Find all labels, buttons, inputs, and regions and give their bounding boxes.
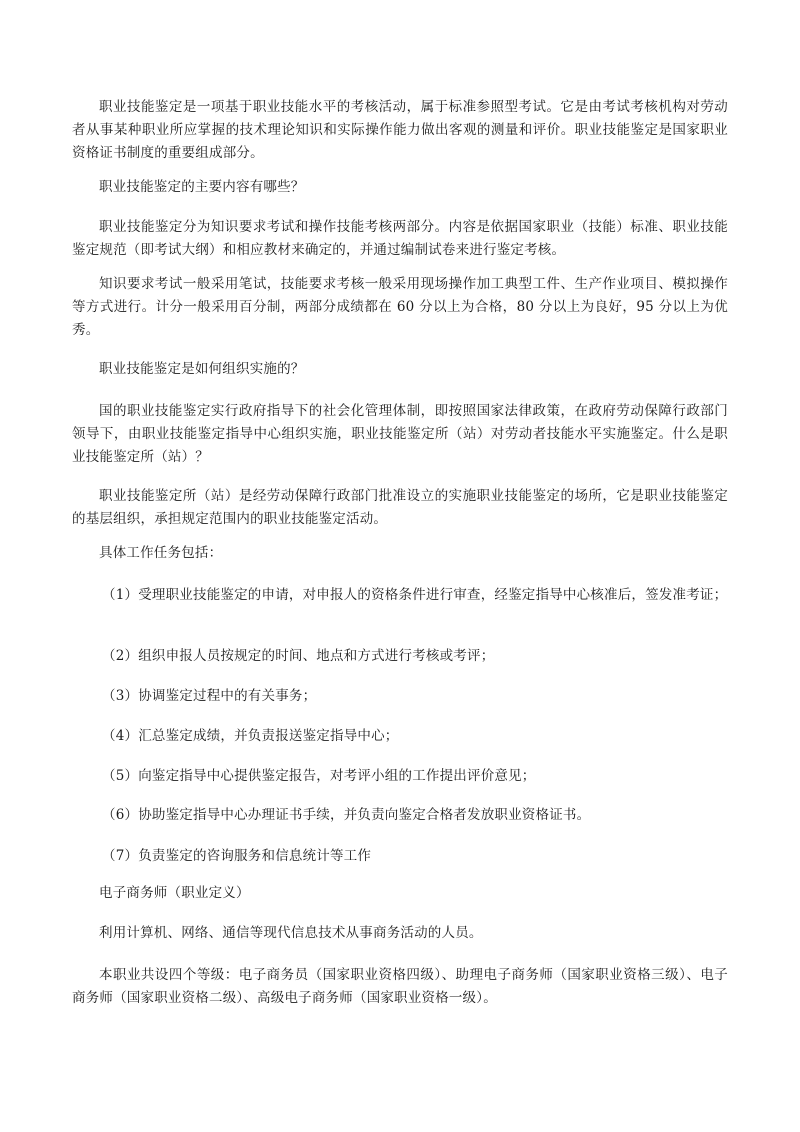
list-item: （4）汇总鉴定成绩，并负责报送鉴定指导中心； xyxy=(102,728,399,744)
list-item: （2）组织申报人员按规定的时间、地点和方式进行考核或考评； xyxy=(102,648,495,664)
paragraph-definition: 利用计算机、网络、通信等现代信息技术从事商务活动的人员。 xyxy=(99,925,483,941)
paragraph-levels: 本职业共设四个等级：电子商务员（国家职业资格四级）、助理电子商务师（国家职业资格三级）、电子商务师（国家职业资格二级）、高级电子商务师（国家职业资格一级）。 xyxy=(72,967,728,1006)
paragraph-management-system: 国的职业技能鉴定实行政府指导下的社会化管理体制，即按照国家法律政策，在政府劳动保障行政部门领导下，由职业技能鉴定指导中心组织实施，职业技能鉴定所（站）对劳动者技能水平实施鉴定。什么是职业技能鉴定所（站）？ xyxy=(72,403,728,465)
paragraph-content-parts: 职业技能鉴定分为知识要求考试和操作技能考核两部分。内容是依据国家职业（技能）标准、职业技能鉴定规范（即考试大纲）和相应教材来确定的，并通过编制试卷来进行鉴定考核。 xyxy=(72,219,728,258)
list-item: （6）协助鉴定指导中心办理证书手续，并负责向鉴定合格者发放职业资格证书。 xyxy=(102,807,591,823)
list-item: （7）负责鉴定的咨询服务和信息统计等工作 xyxy=(102,848,372,864)
question-main-content: 职业技能鉴定的主要内容有哪些？ xyxy=(99,179,305,195)
paragraph-tasks-heading: 具体工作任务包括： xyxy=(99,545,223,561)
paragraph-intro: 职业技能鉴定是一项基于职业技能水平的考核活动，属于标准参照型考试。它是由考试考核机构对劳动者从事某种职业所应掌握的技术理论知识和实际操作能力做出客观的测量和评价。职业技能鉴定是国家职业资格证书制度的重要组成部分。 xyxy=(72,99,728,161)
paragraph-station-definition: 职业技能鉴定所（站）是经劳动保障行政部门批准设立的实施职业技能鉴定的场所，它是职业技能鉴定的基层组织，承担规定范围内的职业技能鉴定活动。 xyxy=(72,488,728,527)
list-item: （3）协调鉴定过程中的有关事务； xyxy=(102,688,317,704)
section-heading-e-commerce: 电子商务师（职业定义） xyxy=(99,885,250,901)
paragraph-exam-methods: 知识要求考试一般采用笔试，技能要求考核一般采用现场操作加工典型工件、生产作业项目、模拟操作等方式进行。计分一般采用百分制，两部分成绩都在 60 分以上为合格，80 分以上为良好，95 分以上为优秀。 xyxy=(72,276,728,338)
question-organization: 职业技能鉴定是如何组织实施的？ xyxy=(99,361,305,377)
list-item: （5）向鉴定指导中心提供鉴定报告，对考评小组的工作提出评价意见； xyxy=(102,768,536,784)
list-item: （1）受理职业技能鉴定的申请，对申报人的资格条件进行审查，经鉴定指导中心核准后，签发准考证； xyxy=(102,587,728,603)
